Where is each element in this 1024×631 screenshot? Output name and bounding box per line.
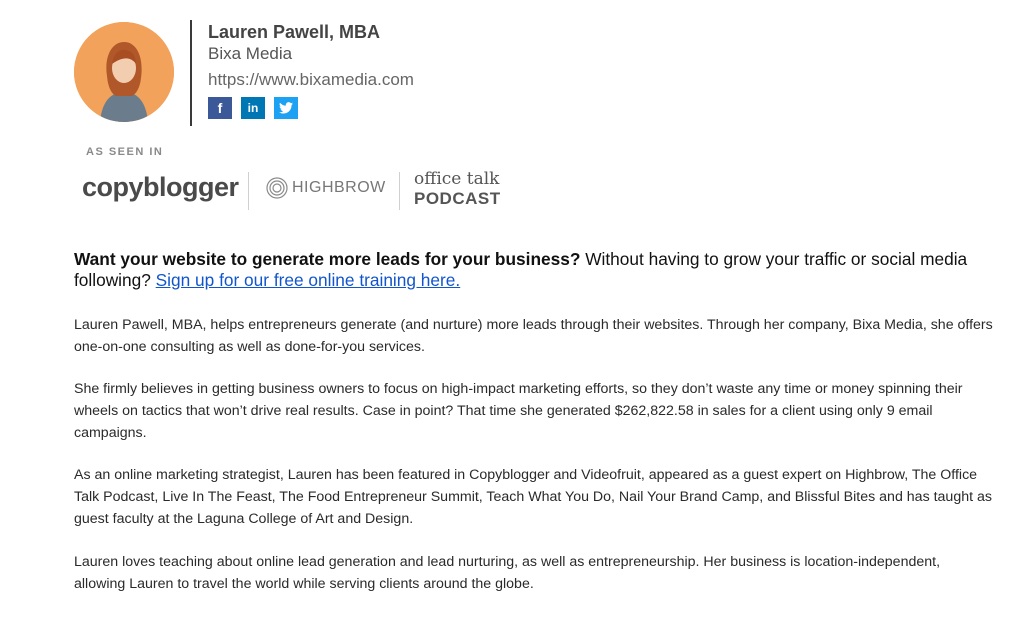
highbrow-mark-icon bbox=[266, 177, 288, 199]
logo-divider bbox=[399, 172, 400, 210]
cta-text: Without having to grow your traffic or social media following? bbox=[74, 249, 968, 290]
signup-link[interactable]: Sign up for our free online training here. bbox=[155, 270, 461, 290]
bio-paragraph: As an online marketing strategist, Lauren has been featured in Copyblogger and Videofruit, appeared as a guest expert on Highbrow, The Office Talk Podcast, Live In The Feast, The Food Entrepreneur Summit, Teach What You Do, Nail Your Brand Camp, and Blissful Bites and has taught as guest faculty at the Laguna College of Art and Design. bbox=[74, 467, 992, 527]
linkedin-icon[interactable]: in bbox=[241, 97, 265, 119]
office-talk-logo bbox=[414, 171, 501, 207]
twitter-bird-icon bbox=[279, 102, 293, 114]
bio-paragraph: Lauren Pawell, MBA, helps entrepreneurs generate (and nurture) more leads through their websites. Through her company, Bixa Media, she offers one-on-one consulting as well as done-for-you services. bbox=[74, 317, 993, 355]
logo-divider bbox=[248, 172, 249, 210]
office-talk-bottom-text: PODCAST bbox=[414, 189, 501, 208]
cta-headline bbox=[74, 249, 984, 291]
as-seen-in-label: AS SEEN IN bbox=[86, 146, 164, 158]
highbrow-logo bbox=[266, 177, 386, 199]
profile-photo bbox=[74, 22, 174, 122]
website-link[interactable]: https://www.bixamedia.com bbox=[208, 70, 414, 89]
copyblogger-logo: copyblogger bbox=[82, 172, 239, 202]
office-talk-top-text: office talk bbox=[414, 169, 500, 189]
highbrow-text: HIGHBROW bbox=[292, 179, 386, 196]
signature-divider bbox=[190, 20, 192, 126]
facebook-icon[interactable]: f bbox=[208, 97, 232, 119]
bio-paragraph: Lauren loves teaching about online lead generation and lead nurturing, as well as entrepreneurship. Her business is location-independent, allowing Lauren to travel the world while serving clients around the globe. bbox=[74, 554, 941, 592]
sender-name: Lauren Pawell, MBA bbox=[208, 22, 381, 42]
profile-photo-graphic bbox=[74, 22, 174, 122]
cta-bold-text: Want your website to generate more leads for your business? bbox=[74, 249, 581, 269]
twitter-icon[interactable] bbox=[274, 97, 298, 119]
social-links bbox=[208, 97, 298, 119]
company-name: Bixa Media bbox=[208, 44, 293, 63]
bio-paragraph: She firmly believes in getting business owners to focus on high-impact marketing efforts, so they don’t waste any time or money spinning their wheels on tactics that won’t drive real results. Case in point? That time she generated $262,822.58 in sales for a client using only 9 email campaigns. bbox=[74, 381, 963, 441]
